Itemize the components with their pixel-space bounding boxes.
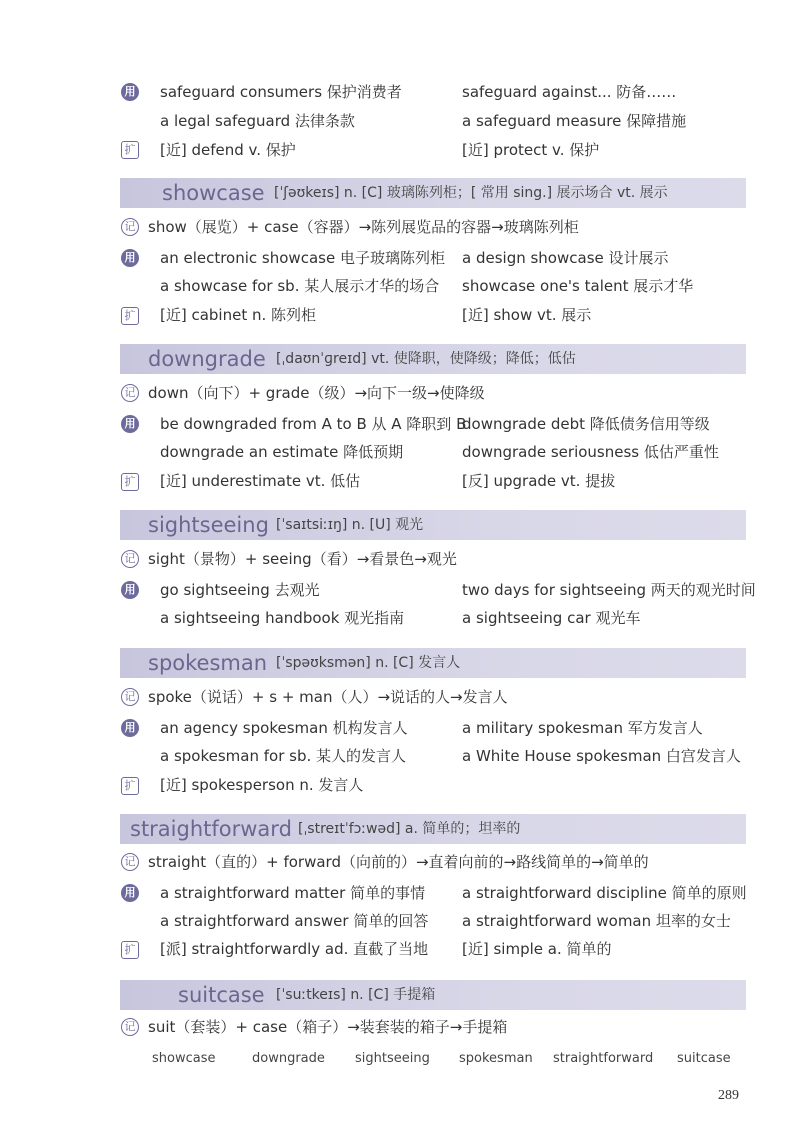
collocation: downgrade an estimate 降低预期 bbox=[160, 443, 404, 461]
synonym: [近] underestimate vt. 低估 bbox=[160, 472, 361, 490]
review-word: sightseeing bbox=[355, 1051, 430, 1066]
review-word: spokesman bbox=[459, 1051, 533, 1066]
pronunciation: [ˈsaɪtsiːɪŋ] n. [U] 观光 bbox=[276, 517, 424, 533]
synonym: [近] defend v. 保护 bbox=[160, 141, 296, 159]
page-number: 289 bbox=[718, 1088, 739, 1103]
headword: downgrade bbox=[148, 347, 266, 371]
collocation: a straightforward discipline 简单的原则 bbox=[462, 884, 747, 902]
synonym: [近] protect v. 保护 bbox=[462, 141, 600, 159]
collocation: a safeguard measure 保障措施 bbox=[462, 112, 687, 130]
collocation: go sightseeing 去观光 bbox=[160, 581, 320, 599]
use-icon: 用 bbox=[121, 884, 139, 902]
collocation: two days for sightseeing 两天的观光时间 bbox=[462, 581, 756, 599]
collocation: a military spokesman 军方发言人 bbox=[462, 719, 703, 737]
collocation: safeguard against... 防备…… bbox=[462, 83, 677, 101]
pronunciation: [ˌdaʊnˈɡreɪd] vt. 使降职，使降级；降低；低估 bbox=[276, 351, 576, 367]
synonym: [近] show vt. 展示 bbox=[462, 306, 592, 324]
headword: showcase bbox=[162, 181, 265, 205]
etymology: spoke（说话）+ s + man（人）→说话的人→发言人 bbox=[148, 688, 508, 706]
collocation: a design showcase 设计展示 bbox=[462, 249, 669, 267]
collocation: a spokesman for sb. 某人的发言人 bbox=[160, 747, 407, 765]
pronunciation: [ˌstreɪtˈfɔːwəd] a. 简单的；坦率的 bbox=[298, 821, 521, 837]
pronunciation: [ˈʃəʊkeɪs] n. [C] 玻璃陈列柜；[ 常用 sing.] 展示场合 vt. 展示 bbox=[274, 185, 668, 201]
extend-icon: 扩 bbox=[121, 473, 139, 491]
use-icon: 用 bbox=[121, 249, 139, 267]
collocation: a White House spokesman 白宫发言人 bbox=[462, 747, 741, 765]
collocation: downgrade seriousness 低估严重性 bbox=[462, 443, 719, 461]
headword: suitcase bbox=[178, 983, 265, 1007]
derivative: [派] straightforwardly ad. 直截了当地 bbox=[160, 940, 429, 958]
use-icon: 用 bbox=[121, 581, 139, 599]
etymology: down（向下）+ grade（级）→向下一级→使降级 bbox=[148, 384, 485, 402]
entry-header-suitcase bbox=[120, 980, 746, 1010]
etymology: show（展览）+ case（容器）→陈列展览品的容器→玻璃陈列柜 bbox=[148, 218, 579, 236]
collocation: a showcase for sb. 某人展示才华的场合 bbox=[160, 277, 440, 295]
synonym: [近] simple a. 简单的 bbox=[462, 940, 612, 958]
collocation: an agency spokesman 机构发言人 bbox=[160, 719, 408, 737]
collocation: a straightforward answer 简单的回答 bbox=[160, 912, 429, 930]
memory-icon: 记 bbox=[121, 688, 139, 706]
etymology: suit（套装）+ case（箱子）→装套装的箱子→手提箱 bbox=[148, 1018, 508, 1036]
memory-icon: 记 bbox=[121, 853, 139, 871]
extend-icon: 扩 bbox=[121, 941, 139, 959]
memory-icon: 记 bbox=[121, 550, 139, 568]
collocation: be downgraded from A to B 从 A 降职到 B bbox=[160, 415, 467, 433]
use-icon: 用 bbox=[121, 415, 139, 433]
entry-header-sightseeing bbox=[120, 510, 746, 540]
synonym: [近] cabinet n. 陈列柜 bbox=[160, 306, 317, 324]
collocation: showcase one's talent 展示才华 bbox=[462, 277, 694, 295]
use-icon: 用 bbox=[121, 83, 139, 101]
collocation: a sightseeing car 观光车 bbox=[462, 609, 641, 627]
collocation: a sightseeing handbook 观光指南 bbox=[160, 609, 405, 627]
synonym: [近] spokesperson n. 发言人 bbox=[160, 776, 364, 794]
memory-icon: 记 bbox=[121, 218, 139, 236]
headword: straightforward bbox=[130, 817, 292, 841]
entry-header-straightforward bbox=[120, 814, 746, 844]
review-word: downgrade bbox=[252, 1051, 325, 1066]
collocation: downgrade debt 降低债务信用等级 bbox=[462, 415, 710, 433]
pronunciation: [ˈsuːtkeɪs] n. [C] 手提箱 bbox=[276, 987, 436, 1003]
etymology: sight（景物）+ seeing（看）→看景色→观光 bbox=[148, 550, 457, 568]
entry-header-showcase bbox=[120, 178, 746, 208]
collocation: an electronic showcase 电子玻璃陈列柜 bbox=[160, 249, 445, 267]
collocation: safeguard consumers 保护消费者 bbox=[160, 83, 402, 101]
etymology: straight（直的）+ forward（向前的）→直着向前的→路线简单的→简单的 bbox=[148, 853, 649, 871]
antonym: [反] upgrade vt. 提拔 bbox=[462, 472, 616, 490]
collocation: a straightforward matter 简单的事情 bbox=[160, 884, 426, 902]
use-icon: 用 bbox=[121, 719, 139, 737]
memory-icon: 记 bbox=[121, 1018, 139, 1036]
extend-icon: 扩 bbox=[121, 141, 139, 159]
extend-icon: 扩 bbox=[121, 777, 139, 795]
headword: sightseeing bbox=[148, 513, 269, 537]
memory-icon: 记 bbox=[121, 384, 139, 402]
collocation: a straightforward woman 坦率的女士 bbox=[462, 912, 731, 930]
collocation: a legal safeguard 法律条款 bbox=[160, 112, 355, 130]
review-word: showcase bbox=[152, 1051, 216, 1066]
extend-icon: 扩 bbox=[121, 307, 139, 325]
pronunciation: [ˈspəʊksmən] n. [C] 发言人 bbox=[276, 655, 461, 671]
review-word: straightforward bbox=[553, 1051, 654, 1066]
review-word: suitcase bbox=[677, 1051, 731, 1066]
headword: spokesman bbox=[148, 651, 268, 675]
entry-header-spokesman bbox=[120, 648, 746, 678]
entry-header-downgrade bbox=[120, 344, 746, 374]
